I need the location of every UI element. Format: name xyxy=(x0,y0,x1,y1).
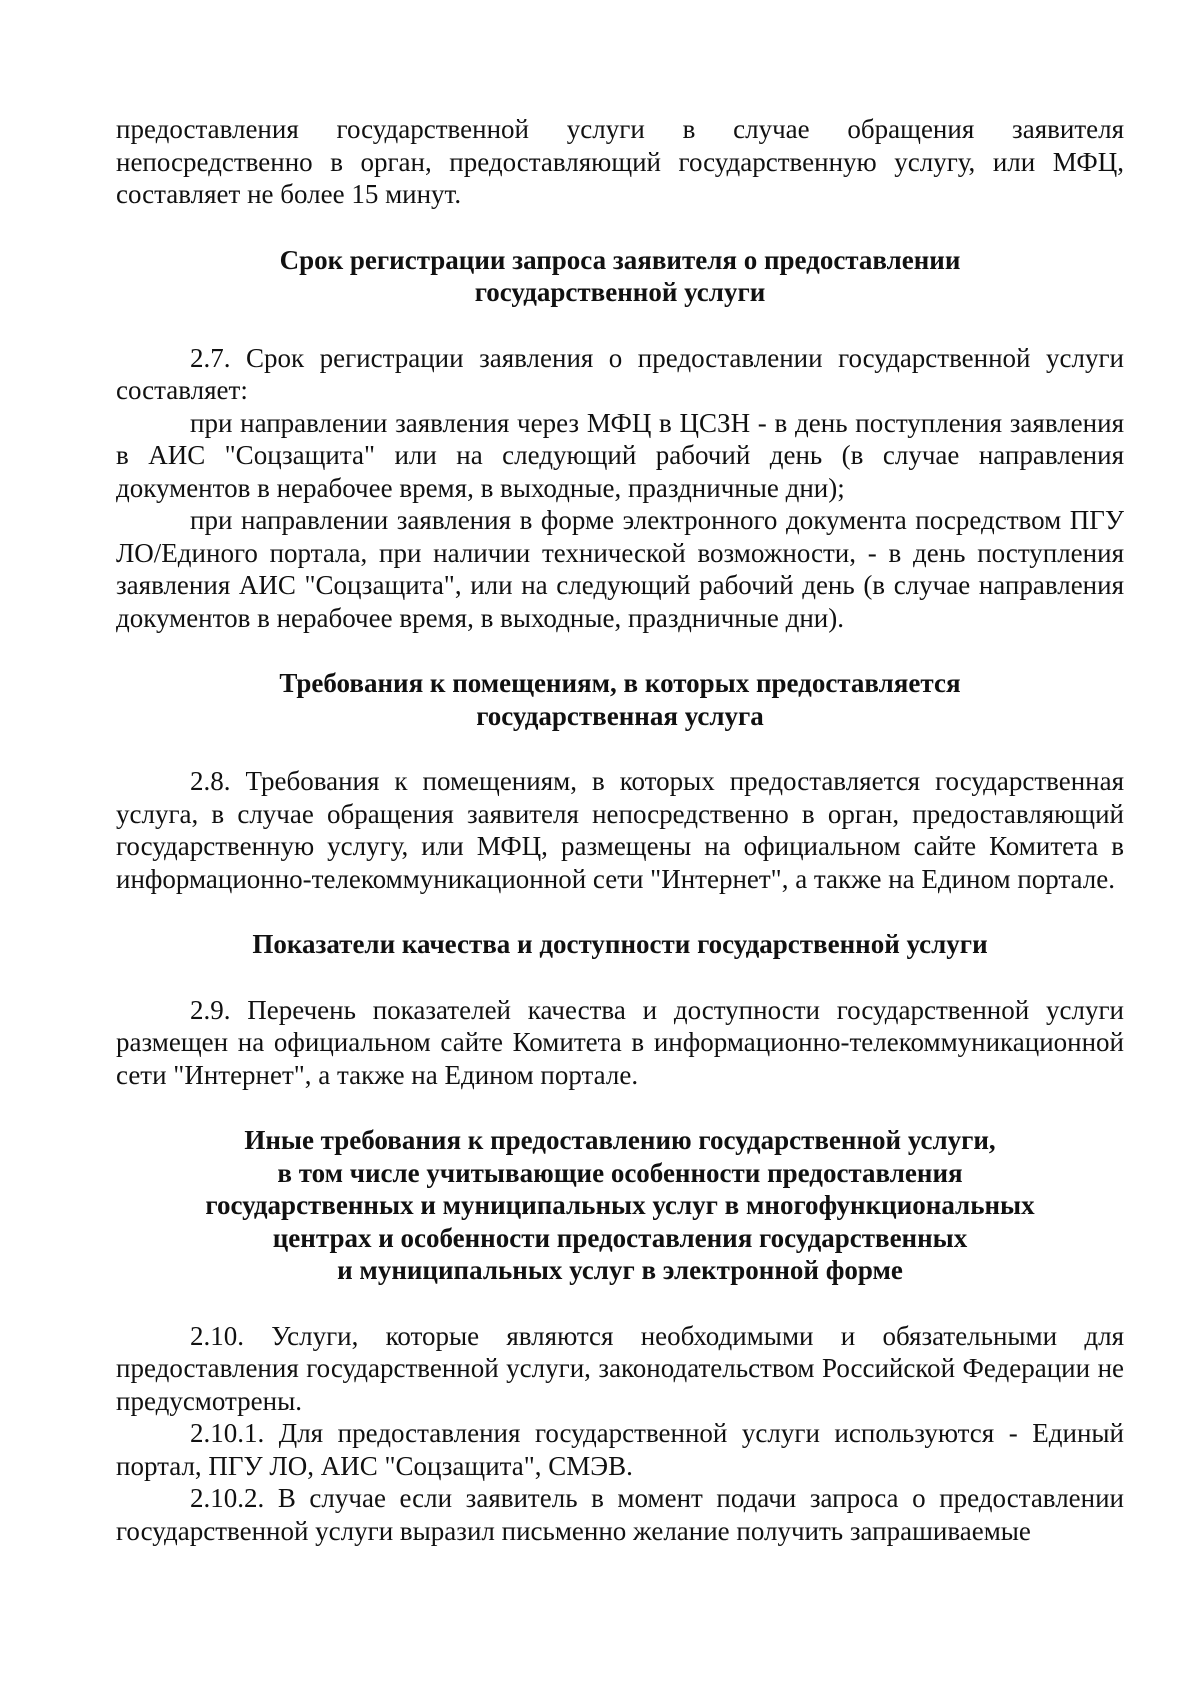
heading-quality-indicators xyxy=(116,928,1124,961)
document-page xyxy=(116,113,1124,1547)
heading-line: и муниципальных услуг в электронной форме xyxy=(337,1255,903,1285)
heading-line: государственной услуги xyxy=(474,277,766,307)
paragraph-2-8: 2.8. Требования к помещениям, в которых предоставляется государственная услуга, в случае обращения заявителя непосредственно в орган, предоставляющий государственную услугу, или МФЦ, размещены на официальном сайте Комитета в информационно-телекоммуникационной сети "Интернет", а также на Едином портале. xyxy=(116,766,1124,894)
paragraph-2-9: 2.9. Перечень показателей качества и доступности государственной услуги размещен на официальном сайте Комитета в информационно-телекоммуникационной сети "Интернет", а также на Едином портале. xyxy=(116,994,1124,1090)
heading-line: центрах и особенности предоставления государственных xyxy=(272,1222,968,1253)
heading-line: Показатели качества и доступности государственной услуги xyxy=(252,929,988,959)
heading-line: Иные требования к предоставлению государственной услуги, xyxy=(244,1125,996,1155)
paragraph-2-10-2: 2.10.2. В случае если заявитель в момент подачи запроса о предоставлении государственной услуги выразил письменно желание получить запрашиваемые xyxy=(116,1483,1124,1546)
heading-line: Требования к помещениям, в которых предоставляется xyxy=(279,668,961,698)
paragraph-2-7-mfc: при направлении заявления через МФЦ в ЦСЗН - в день поступления заявления в АИС "Соцзащита" или на следующий рабочий день (в случае направления документов в нерабочее время, в выходные, праздничные дни); xyxy=(116,407,1124,503)
heading-other-requirements xyxy=(116,1124,1124,1287)
heading-line: в том числе учитывающие особенности предоставления xyxy=(277,1157,963,1188)
heading-line: государственных и муниципальных услуг в многофункциональных xyxy=(205,1190,1035,1220)
paragraph-2-7: 2.7. Срок регистрации заявления о предоставлении государственной услуги составляет: xyxy=(116,342,1124,405)
heading-line: государственная услуга xyxy=(476,700,764,731)
paragraph-2-7-electronic: при направлении заявления в форме электронного документа посредством ПГУ ЛО/Единого портала, при наличии технической возможности, - в день поступления заявления АИС "Соцзащита", или на следующий рабочий день (в случае направления документов в нерабочее время, в выходные, праздничные дни). xyxy=(116,505,1124,633)
paragraph-2-10-1: 2.10.1. Для предоставления государственной услуги используются - Единый портал, ПГУ ЛО, АИС "Соцзащита", СМЭВ. xyxy=(116,1418,1124,1481)
paragraph-top: предоставления государственной услуги в случае обращения заявителя непосредственно в орган, предоставляющий государственную услугу, или МФЦ, составляет не более 15 минут. xyxy=(116,114,1124,209)
heading-registration-term xyxy=(116,244,1124,309)
heading-premises-requirements xyxy=(116,667,1124,732)
paragraph-2-10: 2.10. Услуги, которые являются необходимыми и обязательными для предоставления государственной услуги, законодательством Российской Федерации не предусмотрены. xyxy=(116,1320,1124,1416)
heading-line: Срок регистрации запроса заявителя о предоставлении xyxy=(279,244,961,275)
